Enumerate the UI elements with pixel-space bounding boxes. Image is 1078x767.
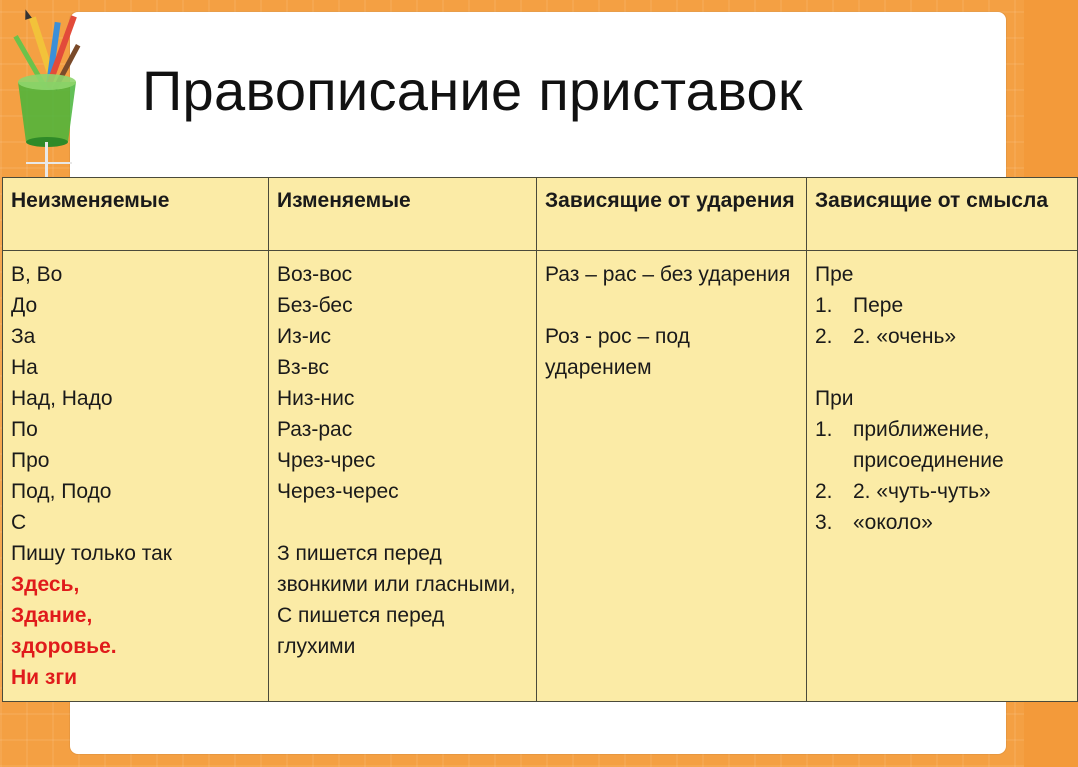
exception-item: здоровье.: [11, 635, 117, 658]
spacer: [815, 352, 1069, 383]
pencil-cup-icon: [6, 12, 86, 182]
rule-paragraph: Роз - рос – под ударением: [545, 325, 690, 379]
pre-meaning-list: [815, 290, 1069, 352]
page-title: Правописание приставок: [142, 59, 803, 122]
header-unchangeable: Неизменяемые: [3, 178, 269, 251]
exception-item: Ни зги: [11, 666, 78, 689]
header-meaning-dependent: Зависящие от смысла: [807, 178, 1078, 251]
header-stress-dependent: Зависящие от ударения: [537, 178, 807, 251]
table-row: [3, 251, 1078, 702]
list-item: Раз-рас: [277, 418, 353, 441]
rule-note: З пишется перед звонкими или гласными, С пишется перед глухими: [277, 542, 516, 658]
cell-unchangeable: [3, 251, 269, 702]
list-item: Вз-вс: [277, 356, 330, 379]
spacer: [277, 507, 528, 538]
list-item: Чрез-чрес: [277, 449, 376, 472]
rule-paragraph: Раз – рас – без ударения: [545, 263, 791, 286]
list-item: 1. Пере: [815, 294, 904, 317]
list-item: За: [11, 325, 36, 348]
list-item: 1. приближение, присоединение: [815, 418, 1004, 472]
list-item: Под, Подо: [11, 480, 112, 503]
cell-changeable: [269, 251, 537, 702]
list-item: Из-ис: [277, 325, 331, 348]
list-item: Воз-вос: [277, 263, 353, 286]
list-item: С: [11, 511, 27, 534]
list-item: Через-черес: [277, 480, 399, 503]
cell-meaning-dependent: [807, 251, 1078, 702]
list-item: Про: [11, 449, 50, 472]
prefix-label: При: [815, 387, 854, 410]
list-item: Над, Надо: [11, 387, 113, 410]
list-item: До: [11, 294, 38, 317]
cell-stress-dependent: [537, 251, 807, 702]
list-item: 2. 2. «чуть-чуть»: [815, 480, 991, 503]
prefix-label: Пре: [815, 263, 854, 286]
exception-item: Здесь,: [11, 573, 80, 596]
list-item: Низ-нис: [277, 387, 355, 410]
pri-meaning-list: [815, 414, 1069, 538]
list-item: На: [11, 356, 38, 379]
list-item: По: [11, 418, 38, 441]
exception-item: Здание,: [11, 604, 93, 627]
table-header-row: [3, 178, 1078, 251]
header-changeable: Изменяемые: [269, 178, 537, 251]
spacer: [545, 290, 798, 321]
list-item: Без-бес: [277, 294, 353, 317]
list-item: В, Во: [11, 263, 63, 286]
list-item: 3. «около»: [815, 511, 933, 534]
prefix-table: [2, 177, 1078, 702]
list-item: 2. 2. «очень»: [815, 325, 957, 348]
list-item: Пишу только так: [11, 542, 172, 565]
